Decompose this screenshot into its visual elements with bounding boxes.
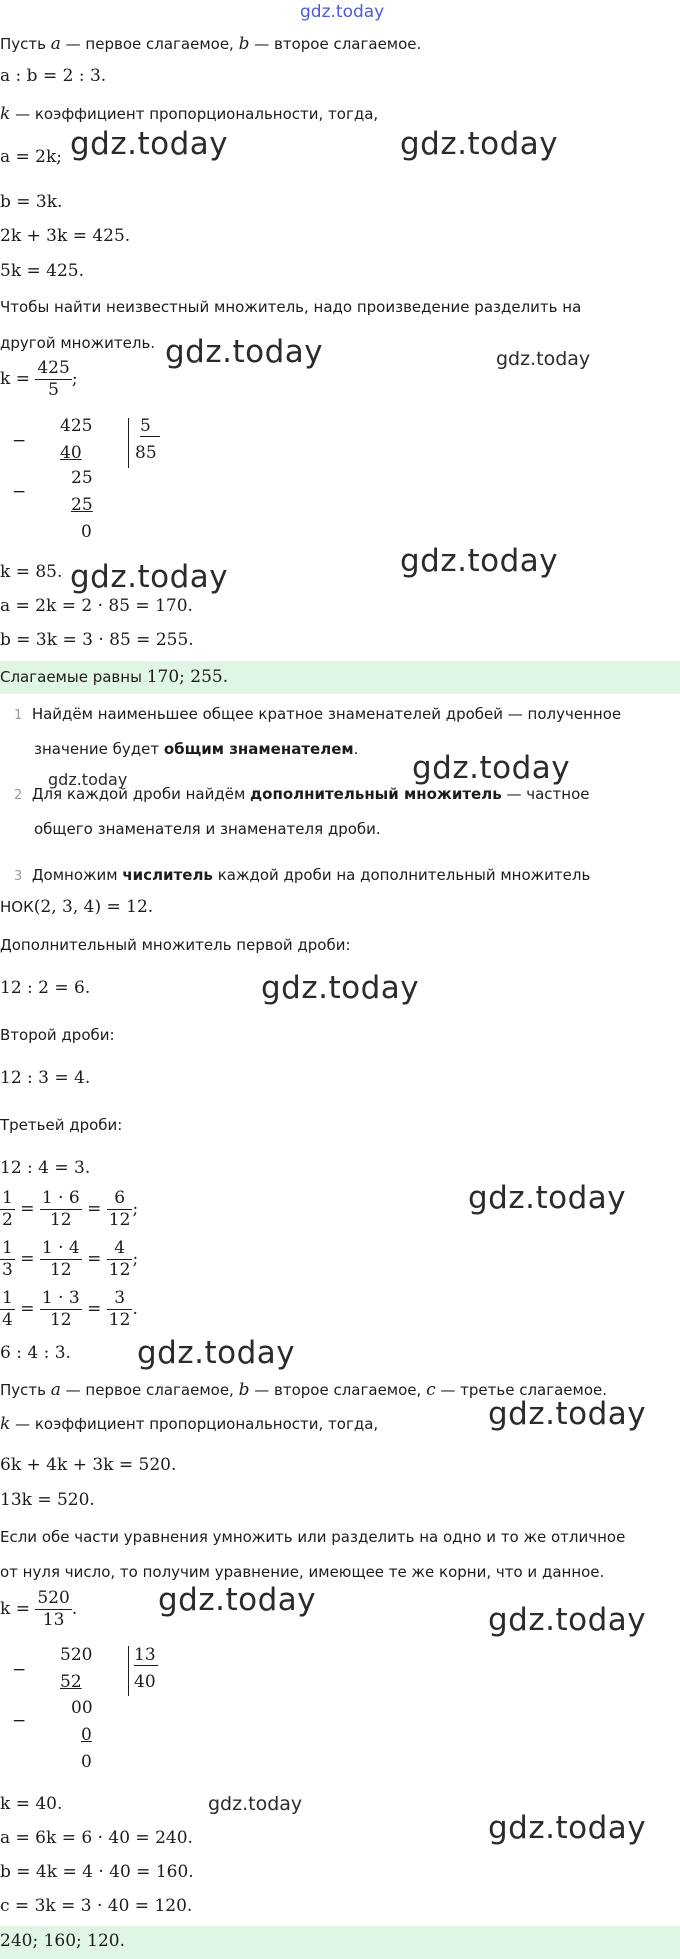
- answer-1: Слагаемые равны 170; 255.: [0, 667, 229, 687]
- watermark: gdz.today: [488, 1810, 647, 1846]
- k-value-2: k = 40.: [0, 1794, 63, 1814]
- remainder-2: 0: [81, 1752, 92, 1772]
- step-2-line-2: общего знаменателя и знаменателя дроби.: [34, 820, 381, 838]
- fraction: $\frac{425}{5}$: [37, 358, 70, 400]
- division-bar: [128, 1646, 129, 1696]
- watermark: gdz.today: [70, 559, 229, 595]
- subtrahend-1: 52: [60, 1672, 82, 1692]
- intro-line-1: Пусть a — первое слагаемое, b — второе слагаемое.: [0, 34, 422, 54]
- divisor: 13: [134, 1645, 158, 1666]
- dividend: 425: [60, 416, 93, 436]
- watermark: gdz.today: [261, 970, 420, 1006]
- watermark: gdz.today: [208, 1793, 303, 1815]
- nok-line: НОК(2, 3, 4) = 12.: [0, 897, 154, 917]
- step-3: 3 Домножим числитель каждой дроби на дополнительный множитель: [14, 866, 591, 884]
- eq-a: a = 2k;: [0, 147, 63, 167]
- divisor: 5: [140, 416, 160, 437]
- a-value: a = 2k = 2 · 85 = 170.: [0, 596, 193, 616]
- watermark: gdz.today: [400, 126, 559, 162]
- watermark: gdz.today: [70, 126, 229, 162]
- b-value: b = 3k = 3 · 85 = 255.: [0, 630, 194, 650]
- eq-5k: 5k = 425.: [0, 261, 85, 281]
- k-definition-2: k — коэффициент пропорциональности, тогда,: [0, 1414, 379, 1434]
- third-fraction-label: Третьей дроби:: [0, 1116, 123, 1134]
- third-multiplier: 12 : 4 = 3.: [0, 1158, 91, 1178]
- watermark: gdz.today: [158, 1582, 317, 1618]
- remainder-1: 00: [71, 1698, 93, 1718]
- a-value-2: a = 6k = 6 · 40 = 240.: [0, 1828, 193, 1848]
- eq-13k: 13k = 520.: [0, 1490, 95, 1510]
- watermark-top: gdz.today: [300, 2, 385, 22]
- eq-sum-2: 6k + 4k + 3k = 520.: [0, 1455, 177, 1475]
- watermark: gdz.today: [412, 750, 571, 786]
- division-bar: [128, 418, 129, 468]
- ratio-eq: a : b = 2 : 3.: [0, 66, 107, 86]
- fraction-row-2: $\frac{1}{3}$ = $\frac{1 \cdot 4}{12}$ = $\frac{4}{12}$ ;: [2, 1238, 139, 1280]
- second-multiplier: 12 : 3 = 4.: [0, 1068, 91, 1088]
- b-value-2: b = 4k = 4 · 40 = 160.: [0, 1862, 194, 1882]
- second-fraction-label: Второй дроби:: [0, 1026, 115, 1044]
- dividend: 520: [60, 1645, 93, 1665]
- subtrahend-1: 40: [60, 443, 82, 463]
- watermark: gdz.today: [48, 770, 128, 789]
- rule-line-1: Чтобы найти неизвестный множитель, надо произведение разделить на: [0, 298, 582, 316]
- eq-b: b = 3k.: [0, 192, 63, 212]
- k-definition: k — коэффициент пропорциональности, тогда,: [0, 104, 379, 124]
- quotient: 85: [135, 443, 157, 463]
- first-fraction-label: Дополнительный множитель первой дроби:: [0, 936, 351, 954]
- fraction-row-1: $\frac{1}{2}$ = $\frac{1 \cdot 6}{12}$ = $\frac{6}{12}$ ;: [2, 1188, 139, 1230]
- k-value: k = 85.: [0, 562, 63, 582]
- answer-2: 240; 160; 120.: [0, 1931, 126, 1951]
- watermark: gdz.today: [488, 1602, 647, 1638]
- ratio-eq-2: 6 : 4 : 3.: [0, 1343, 71, 1363]
- watermark: gdz.today: [488, 1396, 647, 1432]
- fraction: $\frac{520}{13}$: [37, 1588, 70, 1630]
- fraction-row-3: $\frac{1}{4}$ = $\frac{1 \cdot 3}{12}$ = $\frac{3}{12}$ .: [2, 1288, 138, 1330]
- remainder-2: 0: [81, 522, 92, 542]
- minus-sign: −: [12, 1711, 27, 1731]
- watermark: gdz.today: [137, 1335, 296, 1371]
- first-multiplier: 12 : 2 = 6.: [0, 978, 91, 998]
- watermark: gdz.today: [165, 334, 324, 370]
- watermark: gdz.today: [496, 348, 591, 370]
- subtrahend-2: 0: [81, 1725, 92, 1745]
- watermark: gdz.today: [468, 1180, 627, 1216]
- minus-sign: −: [12, 431, 27, 451]
- k-fraction: k = $\frac{425}{5}$ ;: [0, 358, 78, 400]
- eq-sum: 2k + 3k = 425.: [0, 226, 131, 246]
- rule2-line-2: от нуля число, то получим уравнение, имеющее те же корни, что и данное.: [0, 1563, 605, 1581]
- minus-sign: −: [12, 482, 27, 502]
- minus-sign: −: [12, 1660, 27, 1680]
- remainder-1: 25: [71, 468, 93, 488]
- rule2-line-1: Если обе части уравнения умножить или разделить на одно и то же отличное: [0, 1528, 626, 1546]
- intro-line-2: Пусть a — первое слагаемое, b — второе слагаемое, c — третье слагаемое.: [0, 1380, 608, 1400]
- step-2: 2 Для каждой дроби найдём дополнительный множитель — частное: [14, 785, 590, 803]
- watermark: gdz.today: [400, 543, 559, 579]
- subtrahend-2: 25: [71, 495, 93, 515]
- k-fraction-2: k = $\frac{520}{13}$ .: [0, 1588, 78, 1630]
- c-value-2: c = 3k = 3 · 40 = 120.: [0, 1896, 193, 1916]
- step-1-line-2: значение будет общим знаменателем.: [34, 740, 359, 758]
- rule-line-2: другой множитель.: [0, 334, 156, 352]
- step-1: 1 Найдём наименьшее общее кратное знаменателей дробей — полученное: [14, 705, 622, 723]
- quotient: 40: [134, 1672, 156, 1692]
